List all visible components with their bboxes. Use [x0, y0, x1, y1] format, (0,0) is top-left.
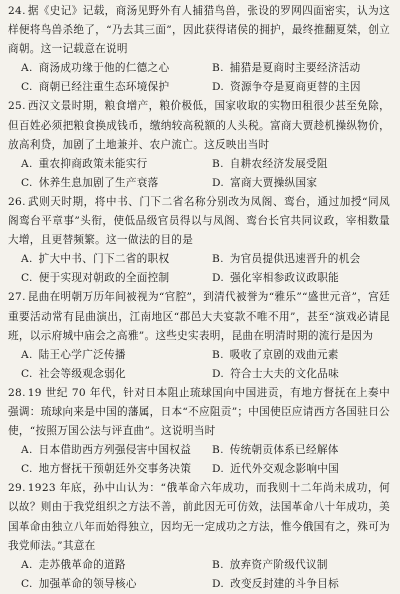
option-text: 商朝已经注重生态环境保护: [38, 81, 170, 94]
option-letter: D.: [212, 463, 225, 476]
question-number: 24.: [8, 5, 26, 17]
option-text: 休养生息加剧了生产衰落: [38, 176, 159, 189]
option-letter: C.: [21, 272, 33, 285]
question-stem: [8, 384, 390, 441]
option-letter: A.: [21, 444, 33, 457]
question-stem: [8, 97, 390, 154]
answer-option: [199, 346, 390, 365]
option-text: 放弃资产阶级代议制: [229, 558, 328, 571]
option-text: 社会等级观念弱化: [38, 367, 126, 380]
option-text: 捕猎是夏商时主要经济活动: [229, 62, 361, 75]
options-row: [8, 59, 390, 78]
question-text: 西汉文景时期，粮食增产，粮价极低，国家收取的实物田租很少甚至免除，但百姓必须把粮食换成钱币，缴纳较高税额的人头税。富商大贾趁机操纵物价，放高利贷，加剧了土地兼并、农户流亡。这反映出当时: [8, 100, 390, 151]
answer-option: [199, 59, 390, 78]
question-block: [8, 97, 390, 192]
answer-option: [8, 155, 199, 174]
options-row: [8, 78, 390, 97]
option-letter: D.: [212, 577, 225, 590]
option-text: 改变反封建的斗争目标: [230, 577, 340, 590]
option-letter: D.: [212, 272, 225, 285]
options-row: [8, 346, 390, 365]
option-letter: A.: [21, 253, 33, 266]
option-letter: C.: [21, 463, 33, 476]
question-text: 19 世纪 70 年代，针对日本阻止琉球国向中国进贡，有地方督抚在上奏中强调：琉球向来是中国的藩属，日本“不应阻贡”；中国使臣应请西方各国驻日公使，“按照万国公法与评直曲”。这说明当时: [8, 386, 390, 438]
option-letter: A.: [21, 157, 33, 170]
option-text: 日本借助西方列强侵害中国权益: [38, 444, 192, 457]
answer-options: [8, 59, 390, 97]
option-text: 传统朝贡体系已经解体: [229, 444, 339, 457]
option-text: 强化宰相参政议政职能: [230, 272, 340, 285]
option-text: 吸收了京剧的戏曲元素: [229, 348, 339, 361]
question-block: [8, 479, 390, 594]
options-row: [8, 460, 390, 479]
option-letter: B.: [212, 157, 224, 170]
question-block: [8, 288, 390, 383]
answer-option: [8, 174, 199, 193]
question-number: 27.: [8, 291, 26, 304]
option-text: 重农抑商政策未能实行: [38, 157, 148, 170]
option-text: 自耕农经济发展受阻: [229, 157, 328, 170]
option-letter: B.: [212, 62, 224, 75]
options-row: [8, 441, 390, 460]
option-text: 陆王心学广泛传播: [38, 348, 126, 361]
question-block: [8, 384, 390, 479]
answer-options: [8, 441, 390, 479]
option-letter: B.: [212, 558, 224, 571]
option-text: 近代外交观念影响中国: [230, 463, 340, 476]
question-stem: [8, 479, 390, 555]
option-letter: C.: [21, 577, 33, 590]
question-text: 据《史记》记载，商汤见野外有人捕猎鸟兽，张设的罗网四面密实，认为这样便将鸟兽杀绝了，“乃去其三面”，因此获得诸侯的拥护，最终推翻夏桀，创立商朝。这一记载意在说明: [8, 5, 390, 56]
option-text: 符合士大夫的文化品味: [230, 367, 340, 380]
option-text: 便于实现对朝政的全面控制: [38, 272, 170, 285]
answer-option: [8, 441, 199, 460]
answer-option: [199, 441, 390, 460]
option-letter: D.: [212, 367, 225, 380]
answer-options: [8, 346, 390, 384]
options-row: [8, 556, 390, 575]
option-text: 富商大贾操纵国家: [230, 176, 318, 189]
options-row: [8, 269, 390, 288]
option-letter: A.: [21, 62, 33, 75]
answer-option: [8, 250, 199, 269]
option-text: 商汤成功缘于他的仁德之心: [38, 62, 170, 75]
answer-option: [8, 346, 199, 365]
answer-option: [199, 556, 390, 575]
answer-option: [199, 78, 390, 97]
option-letter: B.: [212, 348, 224, 361]
answer-option: [199, 250, 390, 269]
answer-option: [199, 575, 390, 594]
option-letter: B.: [212, 253, 224, 266]
question-text: 武则天时期，将中书、门下二省名称分别改为凤阁、鸾台，通过加授“同凤阁鸾台平章事”头衔，使低品级官员得以与凤阁、鸾台长官共同议政，宰相数量大增，且更替频繁。这一做法的目的是: [8, 195, 390, 247]
option-letter: C.: [21, 81, 33, 94]
question-number: 25.: [8, 100, 26, 113]
answer-option: [8, 78, 199, 97]
option-text: 为官员提供迅速晋升的机会: [229, 253, 361, 266]
answer-option: [8, 59, 199, 78]
answer-option: [8, 575, 199, 594]
answer-options: [8, 556, 390, 594]
option-letter: C.: [21, 176, 33, 189]
option-letter: C.: [21, 367, 33, 380]
answer-option: [199, 174, 390, 193]
options-row: [8, 155, 390, 174]
option-text: 资源争夺是夏商更替的主因: [230, 81, 361, 94]
options-row: [8, 365, 390, 384]
answer-options: [8, 155, 390, 193]
options-row: [8, 575, 390, 594]
answer-option: [199, 460, 390, 479]
question-stem: [8, 288, 390, 345]
question-block: [8, 2, 390, 97]
option-letter: A.: [21, 558, 33, 571]
options-row: [8, 250, 390, 269]
answer-option: [199, 155, 390, 174]
question-number: 29.: [8, 482, 26, 495]
options-row: [8, 174, 390, 193]
answer-option: [8, 365, 199, 384]
question-number: 28.: [8, 386, 26, 399]
option-letter: B.: [212, 444, 224, 457]
option-letter: D.: [212, 81, 225, 94]
option-text: 地方督抚干预朝廷外交事务决策: [38, 463, 192, 476]
option-letter: D.: [212, 176, 225, 189]
question-stem: [8, 2, 390, 59]
option-text: 走苏俄革命的道路: [38, 558, 126, 571]
option-text: 加强革命的领导核心: [38, 577, 137, 590]
answer-option: [199, 269, 390, 288]
option-text: 扩大中书、门下二省的职权: [38, 253, 170, 266]
question-text: 1923 年底，孙中山认为：“俄革命六年成功，而我则十二年尚未成功，何以故？则由于我党组织之方法不善，前此因无可仿效，法国革命八十年成功，美国革命由独立八年而始得独立，因均无一定成功之方法，惟今俄国有之，殊可为我党师法。”其意在: [8, 482, 390, 552]
answer-option: [8, 269, 199, 288]
question-number: 26.: [8, 195, 26, 208]
option-letter: A.: [21, 348, 33, 361]
question-block: [8, 193, 390, 288]
answer-option: [199, 365, 390, 384]
answer-option: [8, 460, 199, 479]
question-stem: [8, 193, 390, 250]
answer-options: [8, 250, 390, 288]
question-text: 昆曲在明朝万历年间被视为“官腔”，到清代被誉为“雅乐”“盛世元音”，宫廷重要活动常有昆曲演出，江南地区“郡邑大夫宴款不唯不用”，甚至“演戏必请昆班，以示府城中庙会之高雅”。这些史实表明，昆曲在明清时期的流行是因为: [8, 291, 390, 342]
answer-option: [8, 556, 199, 575]
